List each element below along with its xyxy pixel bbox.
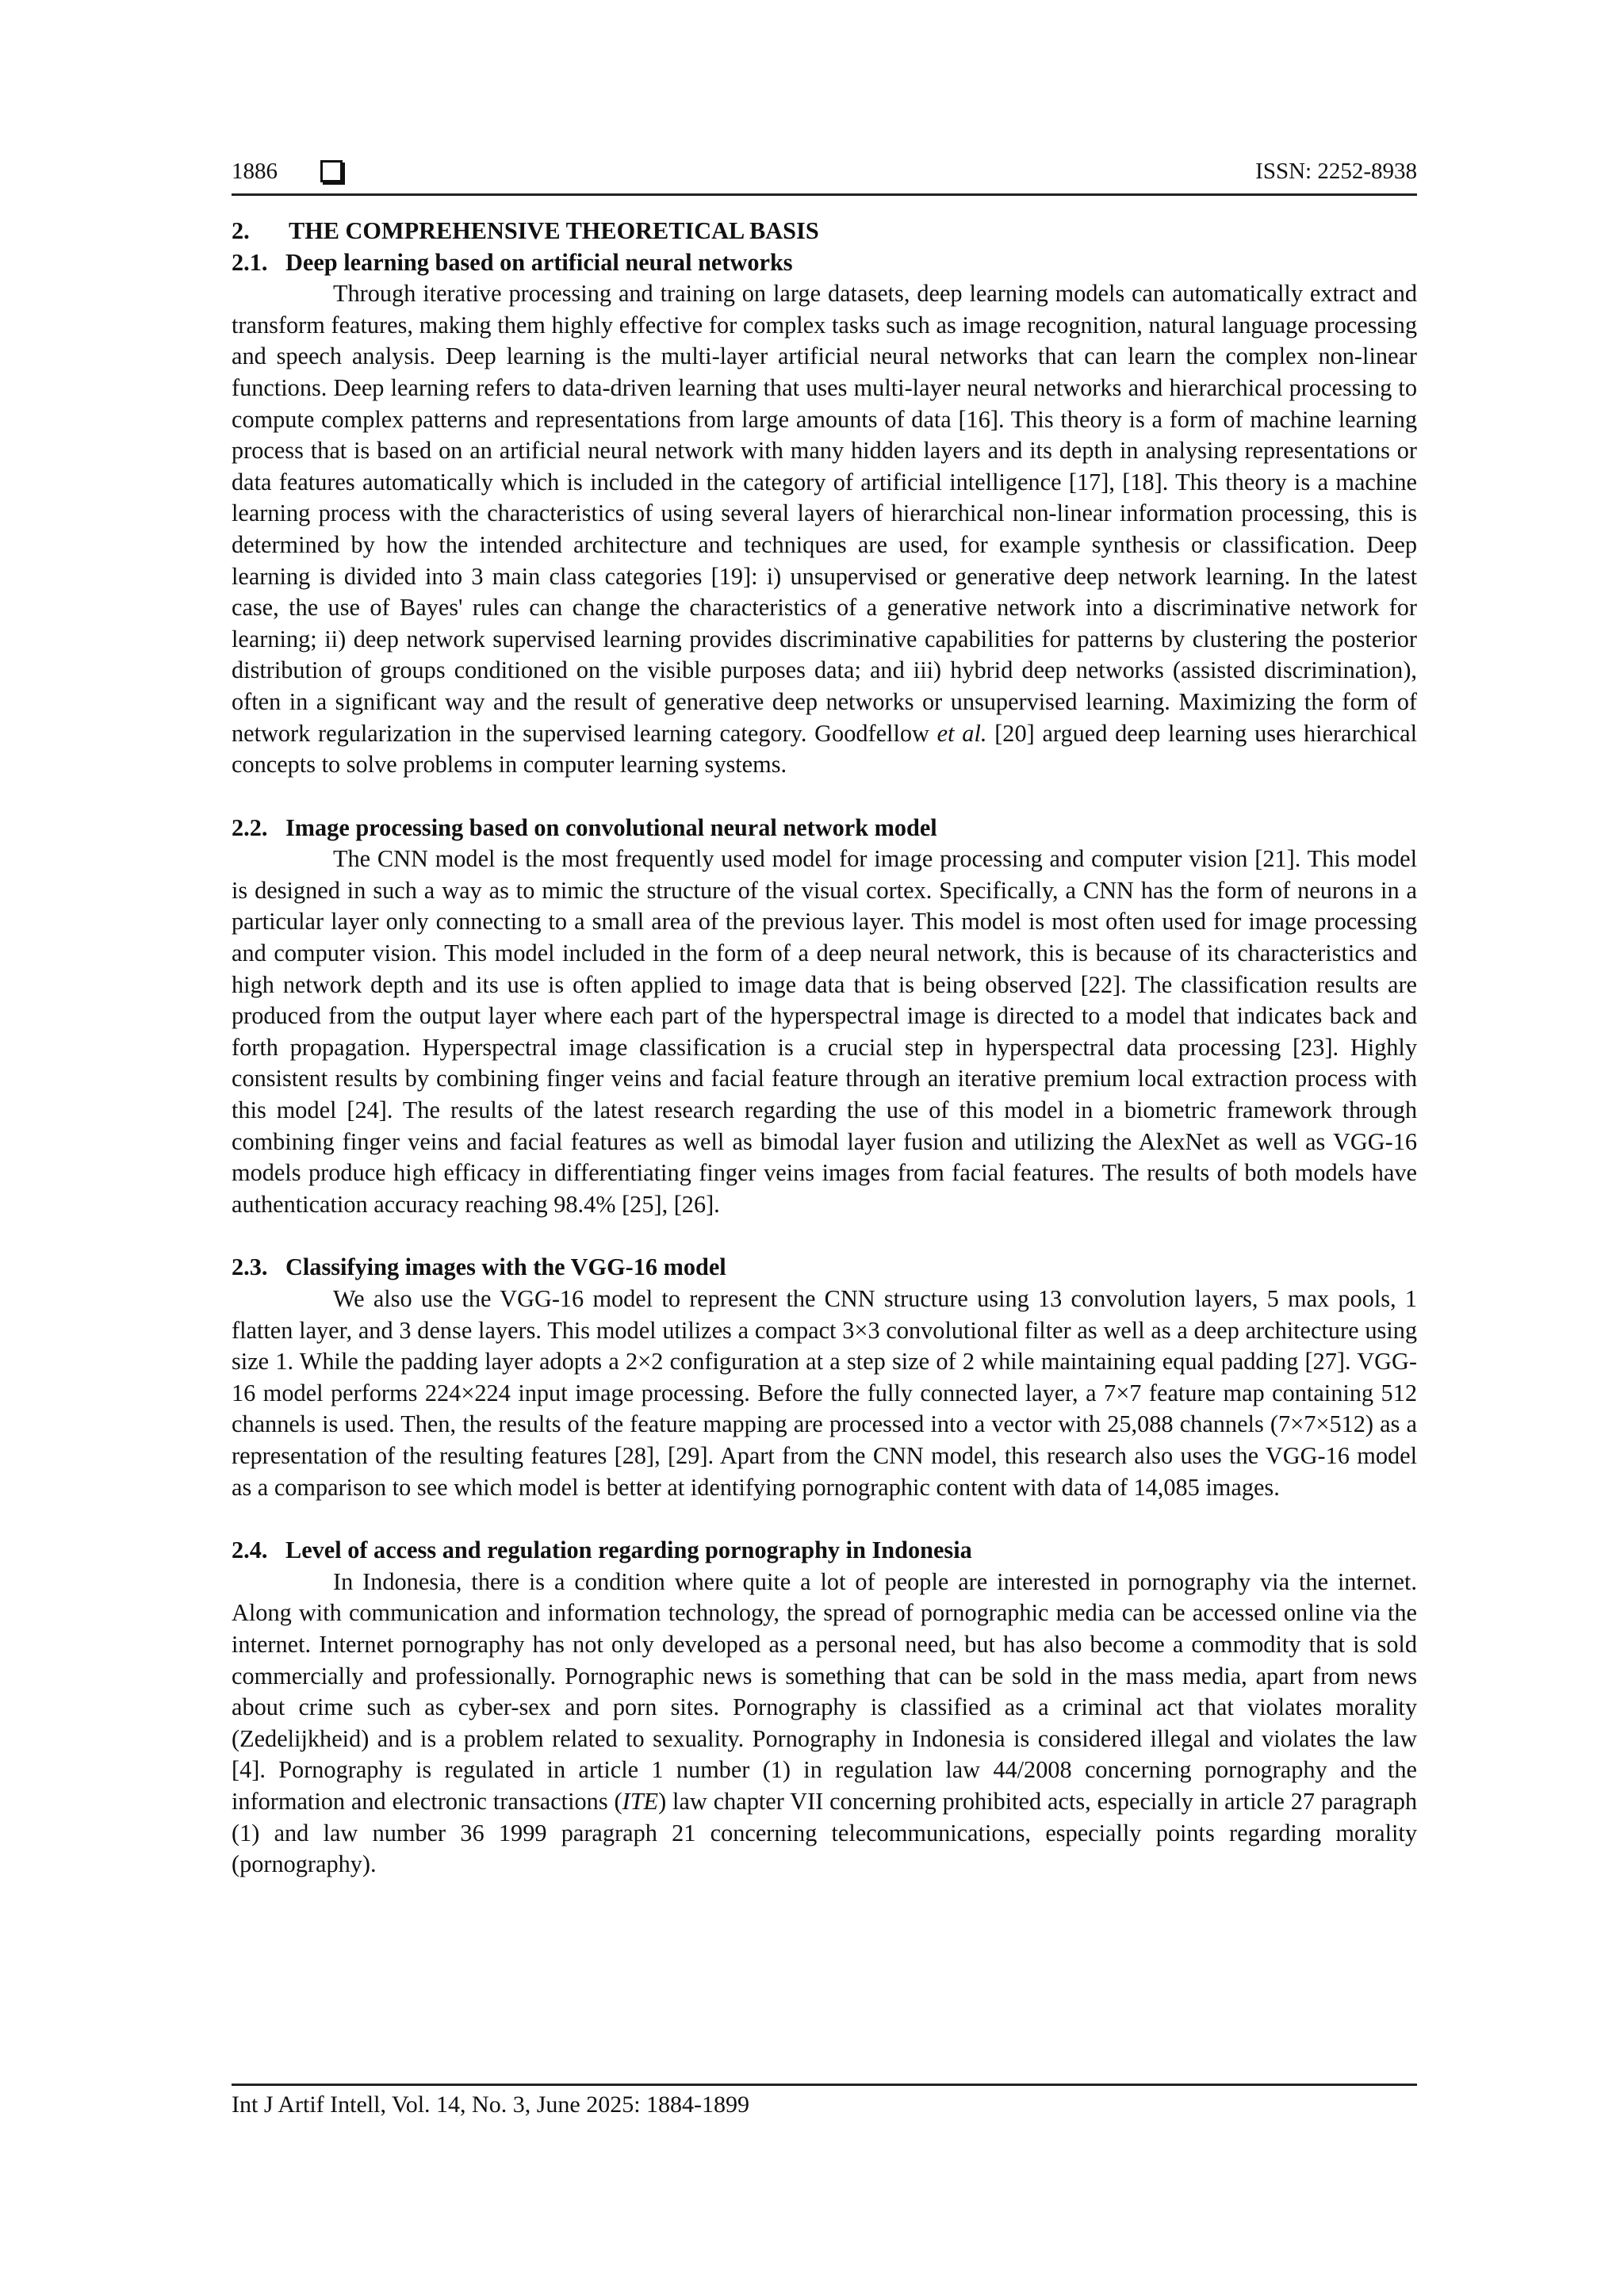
subsection-title: Deep learning based on artificial neural networks [285, 248, 793, 276]
page-number: 1886 [232, 159, 278, 184]
subsection-number: 2.1. [232, 248, 268, 276]
paragraph-regulation [232, 1567, 1417, 1881]
subsection-title: Level of access and regulation regarding pornography in Indonesia [285, 1536, 972, 1564]
subsection-number: 2.4. [232, 1536, 268, 1564]
paragraph-cnn: The CNN model is the most frequently used model for image processing and computer vision [21]. This model is designed in such a way as to mimic the structure of the visual cortex. Specifically, a CNN has the form of neurons in a particular layer only connecting to a small area of the previous layer. This model is most often used for image processing and computer vision. This model included in the form of a deep neural network, this is because of its characteristics and high network depth and its use is often applied to image data that is being observed [22]. The classification results are produced from the output layer where each part of the hyperspectral image is directed to a model that indicates back and forth propagation. Hyperspectral image classification is a crucial step in hyperspectral data processing [23]. Highly consistent results by combining finger veins and facial feature through an iterative premium local extraction process with this model [24]. The results of the latest research regarding the use of this model in a biometric framework through combining finger veins and facial features as well as bimodal layer fusion and utilizing the AlexNet as well as VGG-16 models produce high efficacy in differentiating finger veins images from facial features. The results of both models have authentication accuracy reaching 98.4% [25], [26]. [232, 845, 1417, 1218]
subsection-title: Image processing based on convolutional neural network model [285, 813, 937, 841]
page-footer [232, 2084, 1417, 2121]
paragraph-vgg16: We also use the VGG-16 model to represent the CNN structure using 13 convolution layers, 5 max pools, 1 flatten layer, and 3 dense layers. This model utilizes a compact 3×3 convolutional filter as well as a deep architecture using size 1. While the padding layer adopts a 2×2 configuration at a step size of 2 while maintaining equal padding [27]. VGG-16 model performs 224×224 input image processing. Before the fully connected layer, a 7×7 feature map containing 512 channels is used. Then, the results of the feature mapping are processed into a vector with 25,088 channels (7×7×512) as a representation of the resulting features [28], [29]. Apart from the CNN model, this research also uses the VGG-16 model as a comparison to see which model is better at identifying pornographic content with data of 14,085 images. [232, 1285, 1417, 1501]
journal-citation: Int J Artif Intell, Vol. 14, No. 3, June 2025: 1884-1899 [232, 2091, 750, 2118]
subsection-heading-2-4 [232, 1535, 1417, 1567]
journal-issn: ISSN: 2252-8938 [1255, 159, 1417, 184]
page-header [232, 155, 1417, 196]
paragraph-deep-learning [232, 278, 1417, 781]
italic-text: et al. [936, 719, 987, 747]
box-bullet-icon [320, 160, 343, 182]
subsection-heading-2-2 [232, 813, 1417, 844]
paragraph-text: In Indonesia, there is a condition where quite a lot of people are interested in pornography via the internet. Along with communication and information technology, the spread of pornographic media can be accessed online via the internet. Internet pornography has not only developed as a personal need, but has also become a commodity that is sold commercially and professionally. Pornographic news is something that can be sold in the mass media, apart from news about crime such as cyber-sex and porn sites. Pornography is classified as a criminal act that violates morality (Zedelijkheid) and is a problem related to sexuality. Pornography in Indonesia is considered illegal and violates the law [4]. Pornography is regulated in article 1 number (1) in regulation law 44/2008 concerning pornography and the information and electronic transactions ( [232, 1567, 1417, 1815]
paragraph-text: ) law chapter VII concerning prohibited acts, especially in article 27 paragraph (1) and law number 36 1999 paragraph 21 concerning telecommunications, especially points regarding morality (pornography). [232, 1787, 1418, 1878]
italic-text: ITE [622, 1787, 659, 1815]
paragraph-text: Through iterative processing and training on large datasets, deep learning models can automatically extract and transform features, making them highly effective for complex tasks such as image recognition, natural language processing and speech analysis. Deep learning is the multi-layer artificial neural networks that can learn the complex non-linear functions. Deep learning refers to data-driven learning that uses multi-layer neural networks and hierarchical processing to compute complex patterns and representations from large amounts of data [16]. This theory is a form of machine learning process that is based on an artificial neural network with many hidden layers and its depth in analysing representations or data features automatically which is included in the category of artificial intelligence [17], [18]. This theory is a machine learning process with the characteristics of using several layers of hierarchical non-linear information processing, this is determined by how the intended architecture and techniques are used, for example synthesis or classification. Deep learning is divided into 3 main class categories [19]: i) unsupervised or generative deep network learning. In the latest case, the use of Bayes' rules can change the characteristics of a generative network into a discriminative network for learning; ii) deep network supervised learning provides discriminative capabilities for patterns by clustering the posterior distribution of groups conditioned on the visible purposes data; and iii) hybrid deep networks (assisted discrimination), often in a significant way and the result of generative deep networks or unsupervised learning. Maximizing the form of network regularization in the supervised learning category. Goodfellow [232, 280, 1417, 747]
section-number: 2. [232, 217, 250, 244]
subsection-heading-2-3 [232, 1252, 1417, 1284]
subsection-title: Classifying images with the VGG-16 model [285, 1253, 726, 1281]
subsection-heading-2-1 [232, 247, 1417, 279]
paragraph-text: [20] argued deep learning uses hierarchical concepts to solve problems in computer learning systems. [232, 719, 1417, 779]
subsection-number: 2.2. [232, 813, 268, 841]
subsection-number: 2.3. [232, 1253, 268, 1281]
section-heading [232, 216, 1417, 247]
section-title: THE COMPREHENSIVE THEORETICAL BASIS [289, 217, 819, 244]
page-body [232, 216, 1417, 1881]
